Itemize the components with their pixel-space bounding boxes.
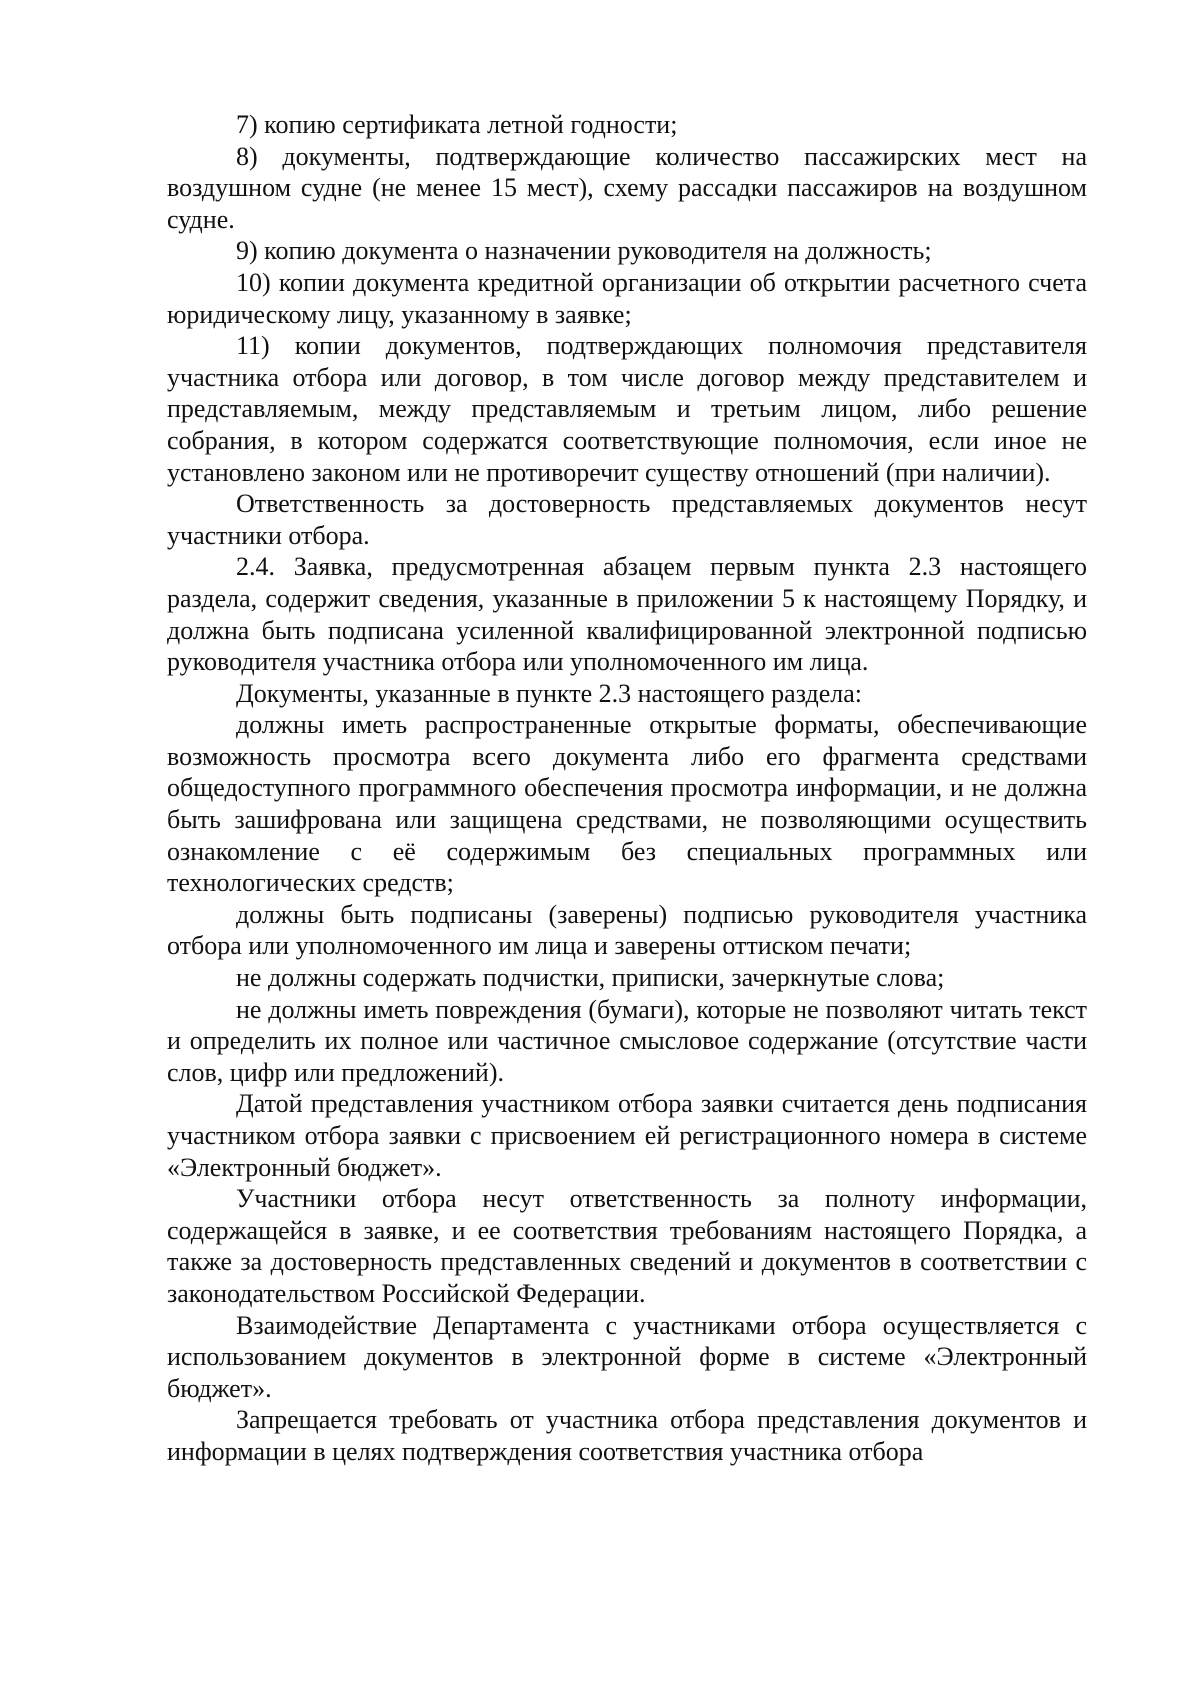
paragraph-requirement-signed: должны быть подписаны (заверены) подписью руководителя участника отбора или уполномоченного им лица и заверены оттиском печати; xyxy=(167,899,1087,961)
paragraph-item-9: 9) копию документа о назначении руководителя на должность; xyxy=(236,236,932,266)
paragraph-requirement-no-damage: не должны иметь повреждения (бумаги), которые не позволяют читать текст и определить их полное или частичное смысловое содержание (отсутствие части слов, цифр или предложений). xyxy=(167,994,1087,1087)
paragraph-requirement-formats: должны иметь распространенные открытые форматы, обеспечивающие возможность просмотра всего документа либо его фрагмента средствами общедоступного программного обеспечения просмотра информации, и не должна быть зашифрована или защищена средствами, не позволяющими осуществить ознакомление с её содержимым без специальных программных или технологических средств; xyxy=(167,710,1087,898)
paragraph-submission-date: Датой представления участником отбора заявки считается день подписания участником отбора заявки с присвоением ей регистрационного номера в системе «Электронный бюджет». xyxy=(167,1089,1087,1182)
paragraph-participant-responsibility: Участники отбора несут ответственность за полноту информации, содержащейся в заявке, и ее соответствия требованиям настоящего Порядка, а также за достоверность представленных сведений и документов в соответствии с законодательством Российской Федерации. xyxy=(167,1184,1087,1308)
paragraph-section-2-4: 2.4. Заявка, предусмотренная абзацем первым пункта 2.3 настоящего раздела, содержит сведения, указанные в приложении 5 к настоящему Порядку, и должна быть подписана усиленной квалифицированной электронной подписью руководителя участника отбора или уполномоченного им лица. xyxy=(167,552,1087,677)
paragraph-item-7: 7) копию сертификата летной годности; xyxy=(236,110,678,139)
paragraph-interaction: Взаимодействие Департамента с участниками отбора осуществляется с использованием документов в электронной форме в системе «Электронный бюджет». xyxy=(167,1310,1087,1403)
paragraph-documents-intro: Документы, указанные в пункте 2.3 настоящего раздела: xyxy=(236,678,863,708)
paragraph-item-8: 8) документы, подтверждающие количество пассажирских мест на воздушном судне (не менее 15 мест), схему рассадки пассажиров на воздушном судне. xyxy=(167,141,1087,234)
paragraph-item-10: 10) копии документа кредитной организации об открытии расчетного счета юридическому лицу, указанному в заявке; xyxy=(167,267,1087,329)
paragraph-item-11: 11) копии документов, подтверждающих полномочия представителя участника отбора или договор, в том числе договор между представителем и представляемым, между представляемым и третьим лицом, либо решение собрания, в котором содержатся соответствующие полномочия, если иное не установлено законом или не противоречит существу отношений (при наличии). xyxy=(167,331,1087,487)
paragraph-prohibition: Запрещается требовать от участника отбора представления документов и информации в целях подтверждения соответствия участника отбора xyxy=(167,1405,1087,1466)
paragraph-responsibility: Ответственность за достоверность представляемых документов несут участники отбора. xyxy=(167,489,1087,550)
paragraph-requirement-no-erasures: не должны содержать подчистки, приписки, зачеркнутые слова; xyxy=(236,963,945,993)
document-page xyxy=(167,109,1087,1468)
